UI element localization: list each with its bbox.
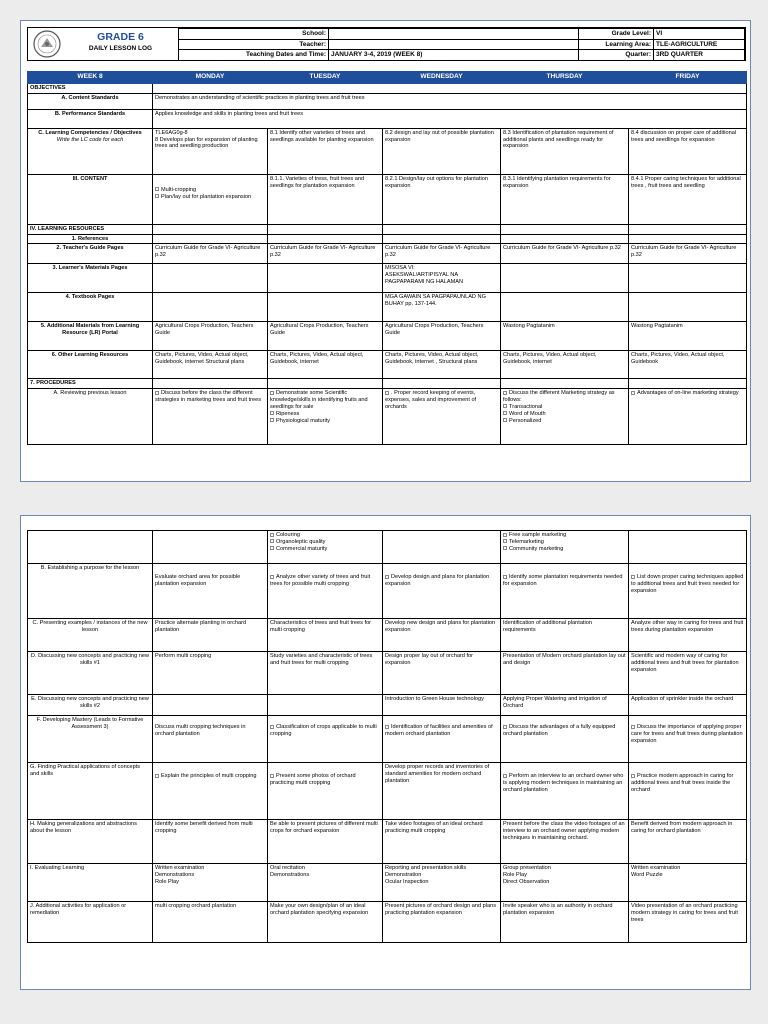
h-wednesday: Take video footages of an ideal orchard practicing multi cropping	[383, 820, 501, 864]
olr-wednesday: Charts, Pictures, Video, Actual object, Guidebook, internet , Structural plans	[383, 351, 501, 379]
d-friday: Scientific and modern way of caring for additional trees and fruit trees for plantation expansion	[629, 652, 747, 695]
dates-field[interactable]: JANUARY 3-4, 2019 (WEEK 8)	[329, 50, 579, 61]
checkbox-icon	[503, 575, 507, 579]
checkbox-icon	[270, 575, 274, 579]
grade-level-label: Grade Level:	[579, 29, 654, 40]
teachers-guide-label: 2. Teacher's Guide Pages	[28, 244, 153, 264]
table-row	[28, 864, 747, 902]
checkbox-icon	[631, 391, 635, 395]
h-tuesday: Be able to present pictures of different multi crops for orchard expansion	[268, 820, 383, 864]
review-friday	[629, 389, 747, 445]
am-tuesday: Agricultural Crops Production, Teachers Guide	[268, 322, 383, 351]
checkbox-icon	[270, 774, 274, 778]
col-thursday: THURSDAY	[501, 72, 629, 84]
b-friday	[629, 564, 747, 619]
references-label: 1. References	[28, 234, 153, 244]
i-tuesday: Oral recitation Demonstrations	[268, 864, 383, 902]
learning-area-field[interactable]: TLE-AGRICULTURE	[654, 39, 745, 50]
col-week: WEEK 8	[28, 72, 153, 84]
header-info-grid	[178, 28, 745, 61]
checkbox-line: Organoleptic quality	[270, 539, 380, 546]
lesson-log-page-2	[20, 515, 751, 990]
table-row	[28, 293, 747, 322]
lesson-table-2	[27, 530, 747, 943]
checkbox-icon	[270, 539, 274, 543]
table-row	[28, 264, 747, 293]
col-friday: FRIDAY	[629, 72, 747, 84]
table-row	[28, 763, 747, 820]
checkbox-icon	[270, 391, 274, 395]
table-row	[28, 224, 747, 234]
c-monday: Practice alternate planting in orchard plantation	[153, 619, 268, 652]
checkbox-icon	[631, 575, 635, 579]
checkbox-line: Identification of facilities and amenities of modern orchard plantation	[385, 724, 493, 737]
content-standards-text: Demonstrates an understanding of scientific practices in planting trees and fruit trees	[153, 93, 747, 109]
lm-wednesday: MISOSA VI: ASEKSWAL/ARTIPISYAL NA PAGPAPARAMI NG HALAMAN	[383, 264, 501, 293]
header-block	[27, 27, 746, 61]
checkbox-line: Physiological maturity	[270, 418, 380, 425]
checkbox-line: Practice modern approach in caring for additional trees and fruit trees inside the orchard	[631, 773, 734, 793]
lc-monday: TLE6AG0g-8 8 Develops plan for expansion of planting trees and seedling production	[153, 128, 268, 174]
lc-wednesday: 8.2 design and lay out of possible plantation expansion	[383, 128, 501, 174]
table-row	[28, 109, 747, 128]
content-label: III. CONTENT	[28, 174, 153, 224]
content-wednesday: 8.2.1 Design/lay out options for plantation expansion	[383, 174, 501, 224]
f-thursday	[501, 716, 629, 763]
b-wednesday	[383, 564, 501, 619]
generalizations-label: H. Making generalizations and abstractions about the lesson	[28, 820, 153, 864]
table-row	[28, 174, 747, 224]
table-row	[28, 128, 747, 174]
school-field[interactable]	[329, 29, 579, 40]
checkbox-icon	[503, 533, 507, 537]
checkbox-icon	[270, 533, 274, 537]
tg-monday: Curriculum Guide for Grade VI- Agriculture p.32	[153, 244, 268, 264]
col-tuesday: TUESDAY	[268, 72, 383, 84]
h-monday: Identify some benefit derived from multi cropping	[153, 820, 268, 864]
objectives-label: OBJECTIVES	[28, 84, 153, 94]
checkbox-icon	[155, 194, 159, 198]
g-monday	[153, 763, 268, 820]
c-thursday: Identification of additional plantation requirements	[501, 619, 629, 652]
g-friday	[629, 763, 747, 820]
col-monday: MONDAY	[153, 72, 268, 84]
b-thursday	[501, 564, 629, 619]
j-friday: Video presentation of an orchard practicing modern strategy in caring for trees and fruit trees	[629, 902, 747, 943]
learners-materials-label: 3. Learner's Materials Pages	[28, 264, 153, 293]
g-wednesday: Develop proper records and inventories of standard amenities for modern orchard plantation	[383, 763, 501, 820]
table-row	[28, 93, 747, 109]
checkbox-icon	[385, 725, 389, 729]
f-wednesday	[383, 716, 501, 763]
checkbox-line: Present some photos of orchard practicing multi cropping	[270, 773, 356, 786]
checkbox-icon	[503, 404, 507, 408]
checkbox-line: Multi-cropping	[155, 187, 265, 194]
tb-wednesday: MGA GAWAIN SA PAGPAPAUNLAD NG BUHAY pp. 137-144.	[383, 293, 501, 322]
i-wednesday: Reporting and presentation skills Demonstration Ocular Inspection	[383, 864, 501, 902]
checkbox-line: Ripeness	[270, 411, 380, 418]
checkbox-icon	[631, 725, 635, 729]
checkbox-icon	[270, 725, 274, 729]
review-monday	[153, 389, 268, 445]
developing-mastery-label: F. Developing Mastery (Leads to Formative Assessment 3)	[28, 716, 153, 763]
checkbox-icon	[631, 774, 635, 778]
i-friday: Written examination Word Puzzle	[629, 864, 747, 902]
evaluating-learning-label: I. Evaluating Learning	[28, 864, 153, 902]
checkbox-icon	[503, 539, 507, 543]
c-tuesday: Characteristics of trees and fruit trees for multi cropping	[268, 619, 383, 652]
tg-wednesday: Curriculum Guide for Grade VI- Agriculture p.32	[383, 244, 501, 264]
table-row	[28, 244, 747, 264]
checkbox-line: Develop design and plans for plantation expansion	[385, 574, 490, 587]
table-row	[28, 820, 747, 864]
olr-thursday: Charts, Pictures, Video, Actual object, Guidebook, internet	[501, 351, 629, 379]
checkbox-icon	[155, 774, 159, 778]
content-thursday: 8.3.1 Identifying plantation requirements for expansion	[501, 174, 629, 224]
other-resources-label: 6. Other Learning Resources	[28, 351, 153, 379]
g-thursday	[501, 763, 629, 820]
checkbox-line: Demonstrate some Scientific knowledge/skills in identifying fruits and seedlings for sale	[270, 390, 368, 410]
review-wednesday	[383, 389, 501, 445]
tg-thursday: Curriculum Guide for Grade VI- Agriculture p.32	[501, 244, 629, 264]
new-concepts-1-label: D. Discussing new concepts and practicing new skills #1	[28, 652, 153, 695]
e-thursday: Applying Proper Watering and irrigation of Orchard	[501, 695, 629, 716]
checkbox-line: Identify some plantation requirements needed for expansion	[503, 574, 623, 587]
f-monday: Discuss multi cropping techniques in orchard plantation	[153, 716, 268, 763]
am-wednesday: Agricultural Crops Production, Teachers Guide	[383, 322, 501, 351]
e-friday: Application of sprinkler inside the orchard	[629, 695, 747, 716]
checkbox-icon	[270, 418, 274, 422]
checkbox-line: Telemarketing	[503, 539, 626, 546]
e-wednesday: Introduction to Green House technology	[383, 695, 501, 716]
checkbox-icon	[270, 411, 274, 415]
checkbox-line: Community marketing	[503, 546, 626, 553]
cont-thursday	[501, 531, 629, 564]
table-row	[28, 531, 747, 564]
procedures-label: 7. PROCEDURES	[28, 379, 153, 389]
olr-friday: Charts, Pictures, Video, Actual object, Guidebook	[629, 351, 747, 379]
quarter-label: Quarter:	[579, 50, 654, 61]
checkbox-line: . Proper record keeping of events, expenses, sales and improvement of orchards	[385, 390, 477, 410]
day-header-row	[28, 72, 747, 84]
d-thursday: Presentation of Modern orchard plantation lay out and design	[501, 652, 629, 695]
learning-area-label: Learning Area:	[579, 39, 654, 50]
checkbox-line: Explain the principles of multi cropping	[155, 773, 265, 780]
tg-friday: Curriculum Guide for Grade VI- Agriculture p.32	[629, 244, 747, 264]
cont-wednesday	[383, 531, 501, 564]
new-concepts-2-label: E. Discussing new concepts and practicing new skills #2	[28, 695, 153, 716]
col-wednesday: WEDNESDAY	[383, 72, 501, 84]
cont-tuesday	[268, 531, 383, 564]
lesson-log-page-1	[20, 20, 751, 482]
cont-monday	[153, 531, 268, 564]
performance-standards-label: B. Performance Standards	[28, 109, 153, 128]
checkbox-line: Discuss the advantages of a fully equipped orchard plantation	[503, 724, 616, 737]
quarter-field[interactable]: 3RD QUARTER	[654, 50, 745, 61]
d-wednesday: Design proper lay out of orchard for expansion	[383, 652, 501, 695]
checkbox-line: Analyze other variety of trees and fruit trees for possible multi cropping	[270, 574, 371, 587]
checkbox-line: Advantages of on-line marketing strategy	[631, 390, 744, 397]
j-tuesday: Make your own design/plan of an ideal orchard plantation specifying expansion	[268, 902, 383, 943]
h-friday: Benefit derived from modern approach in caring for orchard plantation	[629, 820, 747, 864]
dates-label: Teaching Dates and Time:	[179, 50, 329, 61]
additional-activities-label: J. Additional activities for application or remediation	[28, 902, 153, 943]
am-monday: Agricultural Crops Production, Teachers Guide	[153, 322, 268, 351]
teacher-label: Teacher:	[179, 39, 329, 50]
g-tuesday	[268, 763, 383, 820]
f-tuesday	[268, 716, 383, 763]
checkbox-line: Discuss before the class the different strategies in marketing trees and fruit trees	[155, 390, 262, 404]
table-row	[28, 564, 747, 619]
olr-monday: Charts, Pictures, Video, Actual object, Guidebook, internet Structural plans	[153, 351, 268, 379]
table-row	[28, 84, 747, 94]
b-monday: Evaluate orchard area for possible plantation expansion	[153, 564, 268, 619]
content-monday	[153, 174, 268, 224]
table-row	[28, 322, 747, 351]
b-tuesday	[268, 564, 383, 619]
table-row	[28, 351, 747, 379]
table-row	[28, 716, 747, 763]
table-row	[28, 902, 747, 943]
checkbox-line: Colouring	[270, 532, 380, 539]
checkbox-icon	[503, 411, 507, 415]
j-thursday: Invite speaker who is an authority in orchard plantation expansion	[501, 902, 629, 943]
checkbox-icon	[503, 774, 507, 778]
learning-resources-label: IV. LEARNING RESOURCES	[28, 224, 153, 234]
cont-friday	[629, 531, 747, 564]
checkbox-icon	[155, 187, 159, 191]
c-friday: Analyze other way in caring for trees and fruit trees during plantation expansion	[629, 619, 747, 652]
checkbox-icon	[155, 391, 159, 395]
checkbox-line: Transactional	[503, 404, 626, 411]
tg-tuesday: Curriculum Guide for Grade VI- Agriculture p.32	[268, 244, 383, 264]
additional-materials-label: 5. Additional Materials from Learning Resource (LR) Portal	[28, 322, 153, 351]
checkbox-icon	[503, 725, 507, 729]
j-monday: multi cropping orchard plantation	[153, 902, 268, 943]
j-wednesday: Present pictures of orchard design and plans practicing plantation expansion	[383, 902, 501, 943]
table-row	[28, 652, 747, 695]
deped-seal-icon	[30, 29, 64, 59]
review-thursday	[501, 389, 629, 445]
reviewing-lesson-label: A. Reviewing previous lesson	[28, 389, 153, 445]
d-monday: Perform multi cropping	[153, 652, 268, 695]
am-friday: Wastong Pagtatanim	[629, 322, 747, 351]
checkbox-line: Commercial maturity	[270, 546, 380, 553]
content-tuesday: 8.1.1. Varieties of tress, fruit trees and seedlings for plantation expansion	[268, 174, 383, 224]
checkbox-line: Free sample marketing	[503, 532, 626, 539]
checkbox-line: Word of Mouth	[503, 411, 626, 418]
lc-thursday: 8.3 Identification of plantation requirement of additional plants and seedlings ready for expansion	[501, 128, 629, 174]
d-tuesday: Study varieties and characteristic of trees and fruit trees for multi cropping	[268, 652, 383, 695]
h-thursday: Present before the class the video footages of an interview to an orchard owner applying modern techniques in maintaining orchard.	[501, 820, 629, 864]
performance-standards-text: Applies knowledge and skills in planting trees and fruit trees	[153, 109, 747, 128]
table-row	[28, 619, 747, 652]
f-friday	[629, 716, 747, 763]
table-row	[28, 234, 747, 244]
review-tuesday	[268, 389, 383, 445]
checkbox-line: Discuss the importance of applying proper care for trees and fruit trees during plantation expansion	[631, 724, 743, 744]
table-row	[28, 389, 747, 445]
checkbox-line: Perform an interview to an orchard owner who is applying modern techniques in maintaining an orchard plantation	[503, 773, 624, 793]
c-wednesday: Develop new design and plans for plantation expansion	[383, 619, 501, 652]
practical-applications-label: G. Finding Practical applications of concepts and skills	[28, 763, 153, 820]
grade-title: GRADE 6	[97, 31, 144, 43]
learning-competencies-label: C. Learning Competencies / Objectives Write the LC code for each	[28, 128, 153, 174]
school-label: School:	[179, 29, 329, 40]
table-row	[28, 695, 747, 716]
checkbox-line: List down proper caring techniques applied to additional trees and fruit trees needed for expansion	[631, 574, 744, 594]
content-friday: 8.4.1 Proper caring techniques for additional trees , fruit trees and seedling	[629, 174, 747, 224]
purpose-label: B. Establishing a purpose for the lesson	[28, 564, 153, 619]
content-standards-label: A. Content Standards	[28, 93, 153, 109]
checkbox-icon	[503, 546, 507, 550]
examples-label: C. Presenting examples / instances of the new lesson	[28, 619, 153, 652]
table-row	[28, 379, 747, 389]
checkbox-line: Discuss the different Marketing strategy as follows:	[503, 390, 615, 404]
grade-level-field[interactable]: VI	[654, 29, 745, 40]
textbook-pages-label: 4. Textbook Pages	[28, 293, 153, 322]
i-thursday: Group presentation Role Play Direct Observation	[501, 864, 629, 902]
checkbox-icon	[503, 418, 507, 422]
checkbox-icon	[270, 546, 274, 550]
checkbox-icon	[503, 391, 507, 395]
olr-tuesday: Charts, Pictures, Video, Actual object, Guidebook, internet	[268, 351, 383, 379]
lc-tuesday: 8.1 Identify other varieties of trees and seedlings available for planting expansion	[268, 128, 383, 174]
checkbox-icon	[385, 575, 389, 579]
checkbox-line: Classification of crops applicable to multi cropping	[270, 724, 377, 737]
checkbox-line: Plan/lay out for plantation expansion	[155, 194, 265, 201]
checkbox-icon	[385, 391, 389, 395]
checkbox-line: Personalized	[503, 418, 626, 425]
am-thursday: Wastong Pagtatanim	[501, 322, 629, 351]
i-monday: Written examination Demonstrations Role Play	[153, 864, 268, 902]
lc-friday: 8.4 discussion on proper care of additional trees and seedlings for expansion	[629, 128, 747, 174]
lesson-table-1	[27, 71, 747, 445]
document-type: DAILY LESSON LOG	[88, 45, 153, 52]
teacher-field[interactable]	[329, 39, 579, 50]
